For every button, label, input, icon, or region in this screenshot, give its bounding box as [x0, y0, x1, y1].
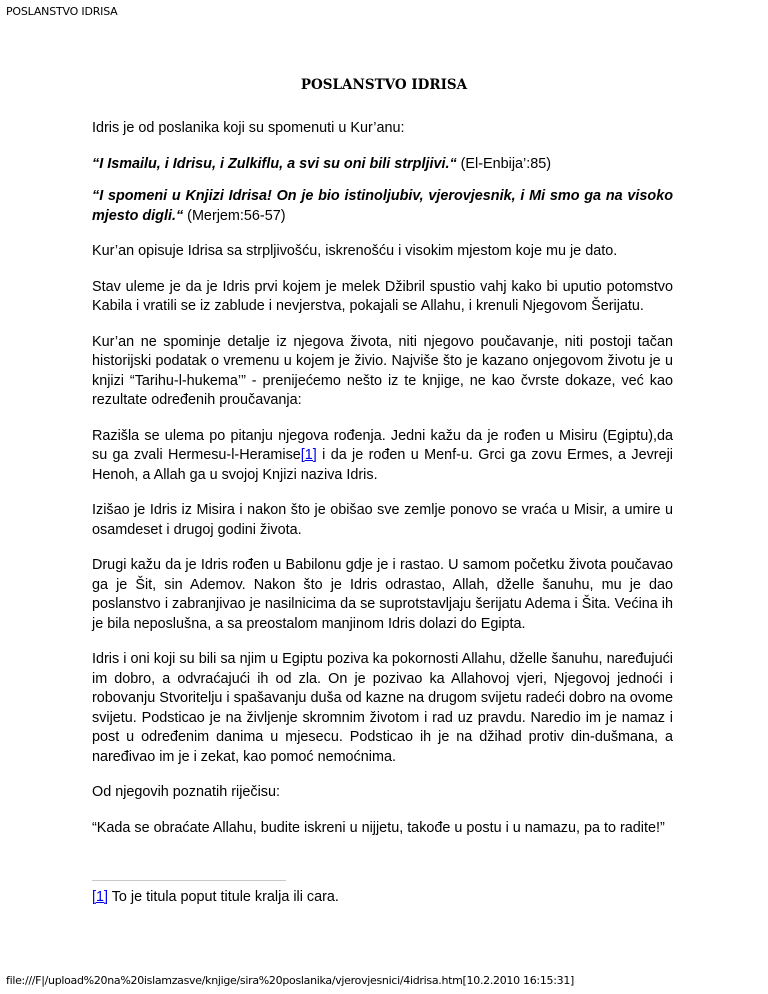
paragraph-1: Kur’an opisuje Idrisa sa strpljivošću, iskrenošću i visokim mjestom koje mu je dato. [92, 243, 618, 259]
paragraph-6: Drugi kažu da je Idris rođen u Babilonu gdje je i rastao. U samom početku života poučavao ga je Šit, sin Ademov. Nakon što je Idris odrastao, Allah, dželle šanuhu, mu je dao poslanstvo i zabranjivao je nasilnicima da se suprotstavljaju šerijatu Adema i Šita. Većina ih je bila neposlušna, a sa preostalom manjinom Idris dolazi do Egipta. [92, 557, 673, 632]
footnote-link[interactable]: [1] [300, 447, 317, 463]
document-body [92, 119, 673, 854]
quote-paragraph-2 [92, 187, 673, 226]
file-path-footer: file:///F|/upload%20na%20islamzasve/knjige/sira%20poslanika/vjerovjesnici/4idrisa.htm[10.2.2010 16:15:31] [6, 974, 575, 987]
quote-paragraph-1 [92, 155, 673, 175]
page-title: POSLANSTVO IDRISA [300, 77, 468, 93]
paragraph-4-text-b: i da je rođen u Menf-u. Grci ga zovu Ermes, a Jevreji Henoh, a Allah ga u svojoj Knjizi naziva Idris. [92, 447, 673, 483]
footnote [92, 888, 339, 907]
running-header: POSLANSTVO IDRISA [6, 5, 118, 18]
quran-quote-2: “I spomeni u Knjizi Idrisa! On je bio istinoljubiv, vjerovjesnik, i Mi smo ga na visoko mjesto digli.“ [92, 188, 673, 224]
paragraph-2: Stav uleme je da je Idris prvi kojem je melek Džibril spustio vahj kako bi uputio potomstvo Kabila i vratili se iz zablude i nevjerstva, pokajali se Allahu, i krenuli Njegovom Šerijatu. [92, 278, 673, 314]
quran-quote-1: “I Ismailu, i Idrisu, i Zulkiflu, a svi su oni bili strpljivi.“ [92, 155, 457, 172]
footnote-divider [92, 880, 286, 881]
paragraph-8: Od njegovih poznatih riječisu: [92, 784, 280, 800]
footnote-backlink[interactable]: [1] [92, 889, 108, 905]
quote-source-1: (El-Enbija’:85) [456, 155, 552, 172]
intro-paragraph: Idris je od poslanika koji su spomenuti u Kur’anu: [92, 120, 405, 136]
paragraph-5: Izišao je Idris iz Misira i nakon što je obišao sve zemlje ponovo se vraća u Misir, a umire u osamdeset i drugoj godini života. [92, 502, 673, 538]
quote-source-2: (Merjem:56-57) [183, 207, 286, 224]
footnote-text: To je titula poput titule kralja ili cara. [108, 889, 339, 905]
paragraph-4 [92, 427, 673, 486]
paragraph-9: “Kada se obraćate Allahu, budite iskreni u nijjetu, takođe u postu i u namazu, pa to radite!” [92, 819, 665, 836]
paragraph-7: Idris i oni koji su bili sa njim u Egiptu poziva ka pokornosti Allahu, dželle šanuhu, naređujući im dobro, a odvraćajući ih od zla. On je pozivao ka Allahovoj vjeri, Njegovoj jednoći i robovanju Stvoritelju i spašavanju duša od kazne na drugom svijetu radeći dobro na ovome svijetu. Podsticao je na življenje skromnim životom i rad uz pravdu. Naredio im je namaz i post u određenim danima u mjesecu. Podsticao ih je na džihad protiv din-dušmana, a naređivao im je i zekat, kao pomoć nemoćnima. [92, 651, 673, 765]
paragraph-3: Kur’an ne spominje detalje iz njegova života, niti njegovo poučavanje, niti postoji tačan historijski podatak o vremenu u kojem je živio. Najviše što je kazano onjegovom životu je u knjizi “Tarihu-l-hukema’” - prenijećemo nešto iz te knjige, ne kao čvrste dokaze, već kao rezultate određenih proučavanja: [92, 333, 673, 408]
paragraph-4-text-a: Razišla se ulema po pitanju njegova rođenja. Jedni kažu da je rođen u Misiru (Egiptu),da su ga zvali Hermesu-l-Heramise [92, 427, 673, 463]
